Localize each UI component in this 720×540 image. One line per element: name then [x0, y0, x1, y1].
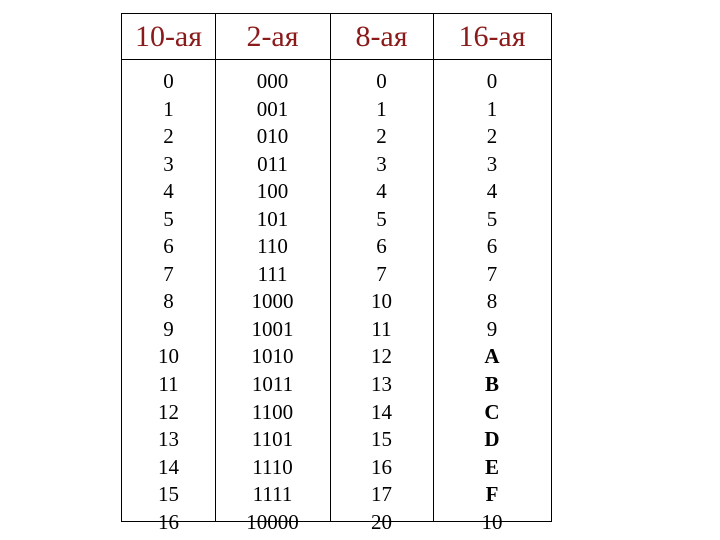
table-row [122, 371, 551, 399]
cell-binary: 1101 [251, 427, 294, 452]
table-row [122, 96, 551, 124]
cell-binary: 001 [256, 96, 289, 121]
cell-octal: 11 [371, 316, 392, 341]
cell-hexadecimal: 9 [486, 316, 498, 341]
cell-binary: 10000 [246, 509, 299, 534]
cell-hexadecimal: D [484, 427, 500, 452]
cell-hexadecimal: 6 [486, 234, 498, 259]
table-row [122, 316, 551, 344]
cell-hexadecimal: 8 [486, 289, 498, 314]
cell-binary: 000 [256, 69, 289, 93]
cell-binary: 100 [256, 179, 289, 204]
cell-hexadecimal: 4 [486, 179, 498, 204]
cell-binary: 101 [256, 206, 289, 231]
cell-octal: 0 [376, 69, 387, 93]
cell-octal: 13 [371, 372, 392, 397]
cell-octal: 2 [376, 124, 387, 149]
table-row [122, 178, 551, 206]
cell-decimal: 13 [158, 427, 179, 452]
cell-binary: 1100 [251, 399, 294, 424]
cell-hexadecimal: 5 [486, 206, 498, 231]
cell-binary: 010 [256, 124, 289, 149]
table-row [122, 233, 551, 261]
cell-binary: 110 [257, 234, 288, 259]
cell-binary: 011 [257, 151, 288, 176]
cell-binary: 1001 [251, 316, 294, 341]
number-systems-table [121, 13, 552, 534]
cell-octal: 12 [371, 344, 392, 369]
cell-decimal: 16 [158, 509, 179, 534]
cell-decimal: 9 [163, 316, 174, 341]
cell-decimal: 11 [158, 372, 179, 397]
cell-binary: 1000 [251, 289, 294, 314]
table-row [122, 426, 551, 454]
cell-hexadecimal: 0 [486, 69, 498, 93]
cell-decimal: 0 [163, 69, 174, 93]
cell-binary: 1011 [251, 372, 294, 397]
cell-octal: 3 [376, 151, 387, 176]
cell-hexadecimal: E [484, 454, 499, 479]
cell-hexadecimal: F [485, 482, 499, 507]
cell-decimal: 6 [163, 234, 174, 259]
cell-octal: 6 [376, 234, 387, 259]
cell-octal: 10 [371, 289, 392, 314]
table-row [122, 481, 551, 509]
cell-octal: 20 [371, 509, 392, 534]
table-body [122, 68, 551, 536]
cell-octal: 5 [376, 206, 387, 231]
cell-octal: 7 [376, 261, 387, 286]
table-row [122, 68, 551, 96]
cell-decimal: 10 [158, 344, 179, 369]
cell-octal: 1 [376, 96, 387, 121]
cell-hexadecimal: 1 [486, 96, 498, 121]
cell-binary: 111 [257, 261, 288, 286]
header-hexadecimal: 16-ая [458, 20, 526, 53]
cell-octal: 17 [371, 482, 392, 507]
table-row [122, 151, 551, 179]
table-row [122, 123, 551, 151]
cell-octal: 15 [371, 427, 392, 452]
table-row [122, 288, 551, 316]
header-binary: 2-ая [246, 20, 299, 53]
table-row [122, 206, 551, 234]
cell-binary: 1111 [252, 482, 293, 507]
table-row [122, 454, 551, 482]
cell-hexadecimal: 2 [486, 124, 498, 149]
cell-octal: 14 [371, 399, 392, 424]
header-octal: 8-ая [355, 20, 408, 53]
cell-decimal: 8 [163, 289, 174, 314]
cell-decimal: 15 [158, 482, 179, 507]
cell-decimal: 7 [163, 261, 174, 286]
table-header [122, 14, 551, 60]
cell-hexadecimal: 10 [481, 509, 503, 534]
cell-binary: 1110 [252, 454, 293, 479]
cell-decimal: 5 [163, 206, 174, 231]
table-row [122, 343, 551, 371]
cell-octal: 16 [371, 454, 392, 479]
cell-decimal: 12 [158, 399, 179, 424]
cell-hexadecimal: B [484, 372, 499, 397]
cell-hexadecimal: 3 [486, 151, 498, 176]
header-decimal: 10-ая [134, 20, 203, 53]
cell-decimal: 4 [163, 179, 174, 204]
cell-decimal: 14 [158, 454, 179, 479]
cell-hexadecimal: C [484, 399, 500, 424]
table-row [122, 399, 551, 427]
cell-decimal: 1 [163, 96, 174, 121]
cell-decimal: 3 [163, 151, 174, 176]
table-row [122, 261, 551, 289]
cell-octal: 4 [376, 179, 387, 204]
cell-hexadecimal: A [484, 344, 500, 369]
cell-binary: 1010 [251, 344, 294, 369]
cell-hexadecimal: 7 [486, 261, 498, 286]
cell-decimal: 2 [163, 124, 174, 149]
table-row [122, 509, 551, 537]
